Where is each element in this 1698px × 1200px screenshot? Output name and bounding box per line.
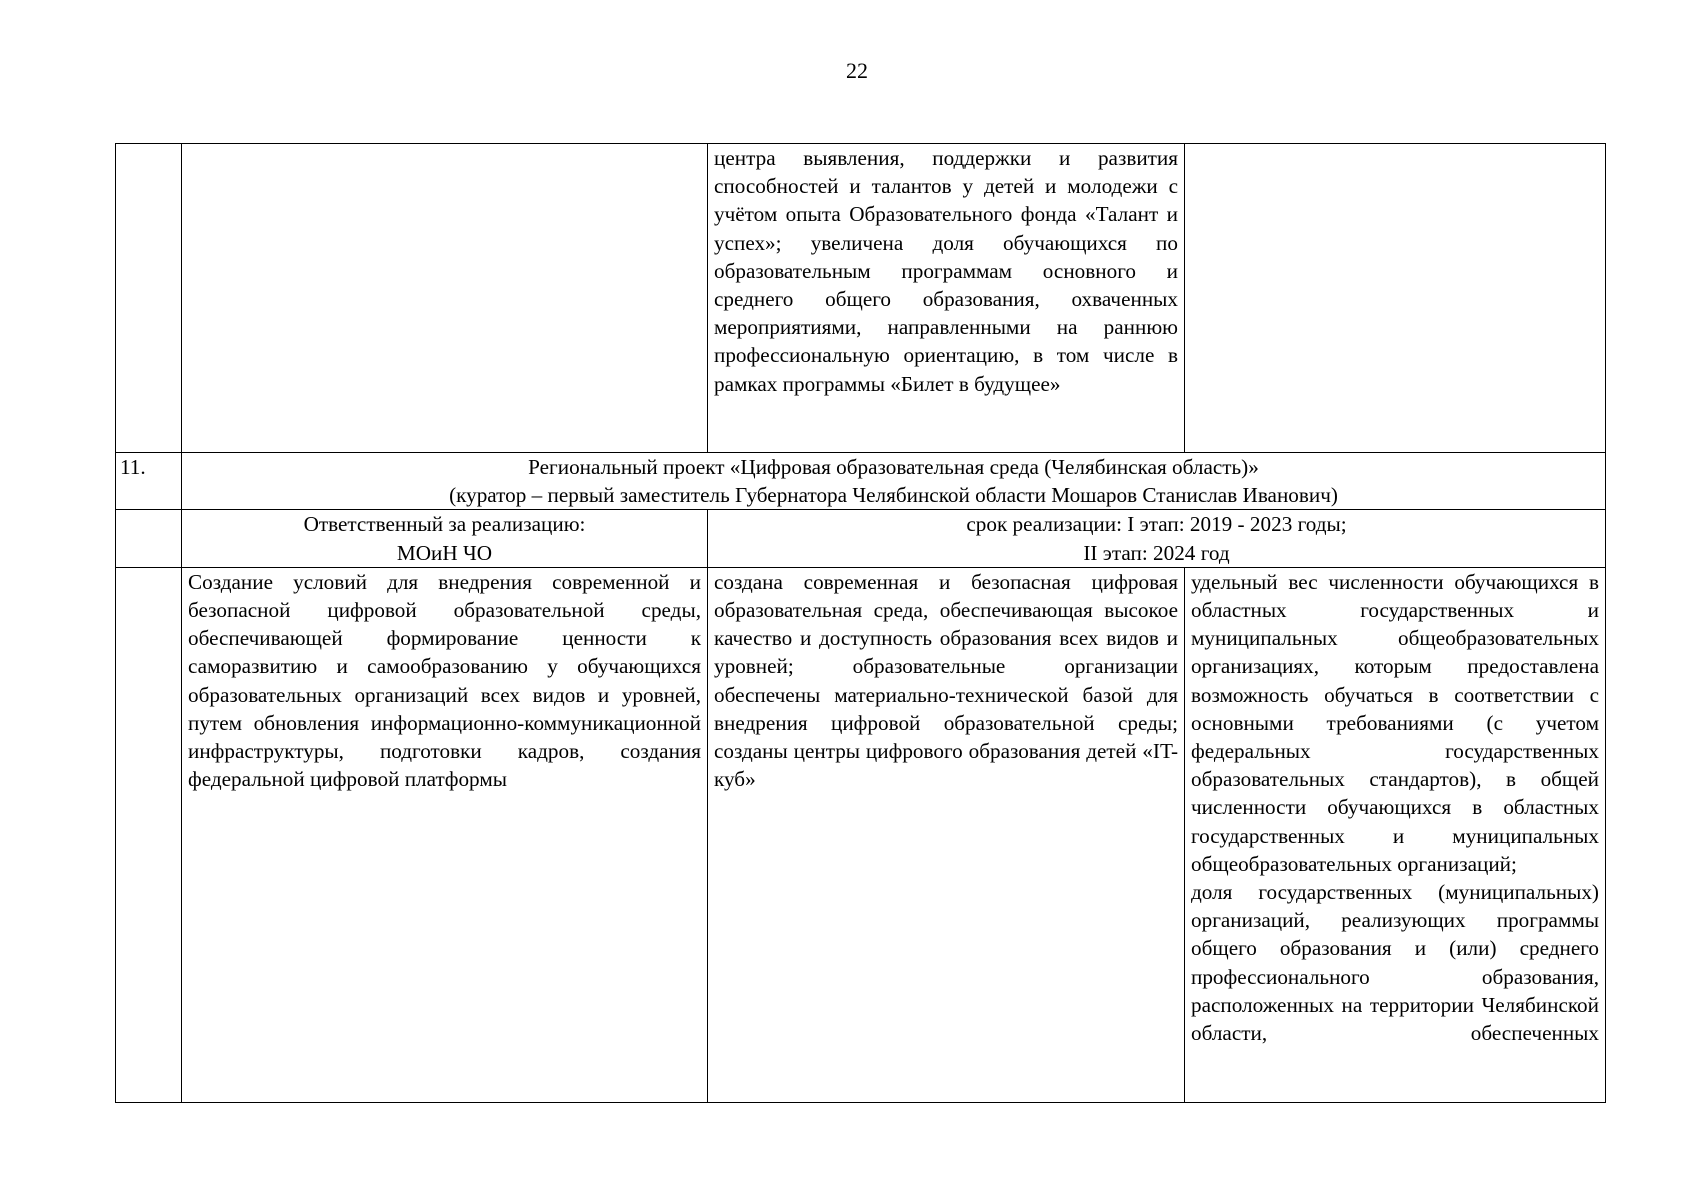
project-curator: (куратор – первый заместитель Губернатора Челябинской области Мошаров Станислав Иванович) xyxy=(449,483,1338,508)
table-row-meta xyxy=(116,510,1606,567)
table-row-body xyxy=(116,567,1606,1102)
cell-task xyxy=(182,567,708,1102)
cell-indicator xyxy=(1185,567,1606,1102)
project-title: Региональный проект «Цифровая образовательная среда (Челябинская область)» xyxy=(528,455,1259,479)
cell-body-number-empty xyxy=(116,567,182,1102)
cell-indicator-empty xyxy=(1185,144,1606,453)
cell-project-title xyxy=(182,453,1606,510)
table-row-continuation xyxy=(116,144,1606,453)
page-number: 22 xyxy=(846,58,868,83)
cell-number-empty xyxy=(116,144,182,453)
result-continuation-text: центра выявления, поддержки и развития способностей и талантов у детей и молодежи с учётом опыта Образовательного фонда «Талант и успех»; увеличена доля обучающихся по образовательным программам основного и среднего общего образования, охваченных мероприятиями, направленными на раннюю профессиональную ориентацию, в том числе в рамках программы «Билет в будущее» xyxy=(714,146,1178,396)
task-text: Создание условий для внедрения современной и безопасной цифровой образовательной среды, обеспечивающей формирование ценности к саморазвитию и самообразованию у обучающихся образовательных организаций всех видов и уровней, путем обновления информационно-коммуникационной инфраструктуры, подготовки кадров, создания федеральной цифровой платформы xyxy=(188,569,701,792)
result-text: создана современная и безопасная цифровая образовательная среда, обеспечивающая высокое качество и доступность образования всех видов и уровней; образовательные организации обеспечены материально-технической базой для внедрения цифровой образовательной среды; созданы центры цифрового образования детей «IT-куб» xyxy=(714,569,1178,792)
cell-project-number xyxy=(116,453,182,510)
responsible-label: Ответственный за реализацию: xyxy=(303,512,586,537)
project-number: 11. xyxy=(120,455,146,479)
program-table xyxy=(115,143,1606,1103)
cell-meta-empty xyxy=(116,510,182,567)
cell-result-continuation xyxy=(708,144,1185,453)
table-row-project-header xyxy=(116,453,1606,510)
period-stage-1: срок реализации: I этап: 2019 - 2023 годы; xyxy=(966,512,1347,537)
period-stage-2: II этап: 2024 год xyxy=(1083,540,1230,565)
indicator-text-2: доля государственных (муниципальных) организаций, реализующих программы общего образования и (или) среднего профессионального образования, расположенных на территории Челябинской области, обеспеченных xyxy=(1191,880,1599,1046)
cell-period xyxy=(708,510,1606,567)
cell-task-empty xyxy=(182,144,708,453)
cell-result xyxy=(708,567,1185,1102)
indicator-text-1: удельный вес численности обучающихся в областных государственных и муниципальных общеобразовательных организациях, которым предоставлена возможность обучаться в соответствии с основными требованиями (с учетом федеральных государственных образовательных стандартов), в общей численности обучающихся в областных государственных и муниципальных общеобразовательных организаций; xyxy=(1191,569,1599,876)
responsible-value: МОиН ЧО xyxy=(396,540,493,565)
cell-responsible xyxy=(182,510,708,567)
